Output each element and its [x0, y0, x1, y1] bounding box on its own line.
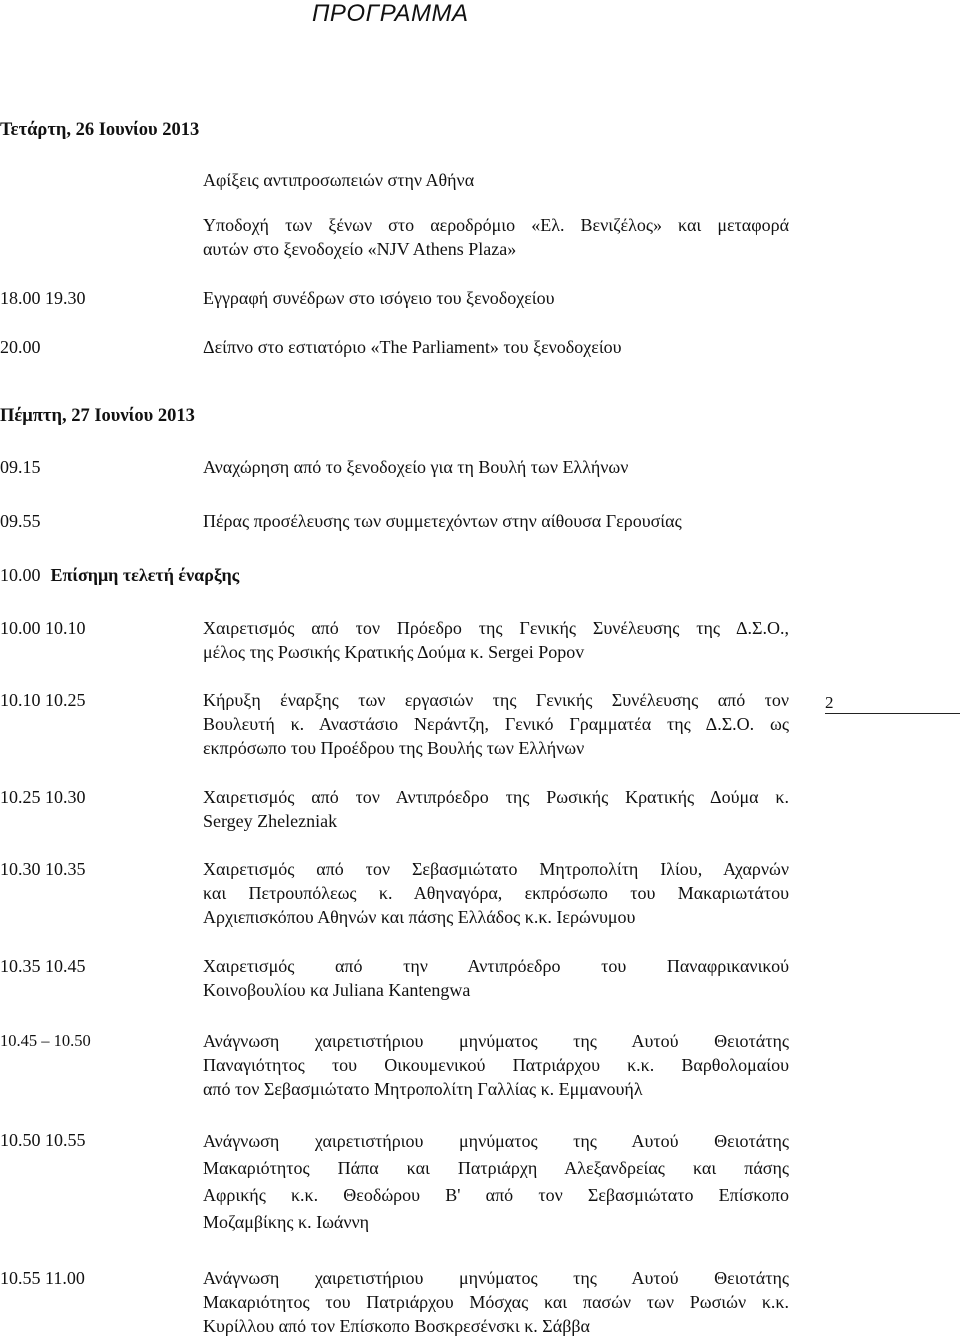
entry-description	[203, 168, 789, 192]
entry-line: Κοινοβουλίου κα Juliana Kantengwa	[203, 980, 471, 1000]
entry-time: 10.00 10.10	[0, 618, 86, 638]
entry-line: Ανάγνωση χαιρετιστήριου μηνύματος της Αυτού Θειοτάτης	[203, 1131, 789, 1151]
entry-line: Χαιρετισμός από την Αντιπρόεδρο του Παναφρικανικού	[203, 956, 789, 976]
schedule-entry	[0, 563, 800, 587]
entry-line: αυτών στο ξενοδοχείο «NJV Athens Plaza»	[203, 239, 517, 259]
entry-description	[203, 455, 789, 479]
entry-line: Βουλευτή κ. Αναστάσιο Νεράντζη, Γενικό Γραμματέα της Δ.Σ.Ο. ως	[203, 714, 789, 734]
entry-time: 10.30 10.35	[0, 859, 86, 879]
entry-time: 10.35 10.45	[0, 956, 86, 976]
entry-line: Υποδοχή των ξένων στο αεροδρόμιο «Ελ. Βενιζέλος» και μεταφορά	[203, 215, 789, 235]
entry-description	[203, 1029, 789, 1101]
entry-line: Κυρίλλου από τον Επίσκοπο Βοσκρεσένσκι κ. Σάββα	[203, 1316, 590, 1336]
entry-line: Αρχιεπισκόπου Αθηνών και πάσης Ελλάδος κ.κ. Ιερώνυμου	[203, 907, 636, 927]
page-number: 2	[825, 693, 834, 712]
entry-line: Πέρας προσέλευσης των συμμετεχόντων στην αίθουσα Γερουσίας	[203, 511, 682, 531]
entry-line: Sergey Zhelezniak	[203, 811, 338, 831]
entry-description	[203, 688, 789, 760]
entry-description	[203, 1128, 789, 1236]
entry-time: 09.55	[0, 511, 41, 531]
entry-description	[203, 213, 789, 261]
entry-description	[203, 616, 789, 664]
entry-line: Χαιρετισμός από τον Σεβασμιώτατο Μητροπολίτη Ιλίου, Αχαρνών	[203, 859, 789, 879]
entry-line: μέλος της Ρωσικής Κρατικής Δούμα κ. Sergei Popov	[203, 642, 585, 662]
entry-time: 10.25 10.30	[0, 787, 86, 807]
entry-description	[203, 286, 789, 310]
entry-line: Χαιρετισμός από τον Πρόεδρο της Γενικής Συνέλευσης της Δ.Σ.Ο.,	[203, 618, 789, 638]
entry-line: από τον Σεβασμιώτατο Μητροπολίτη Γαλλίας κ. Εμμανουήλ	[203, 1079, 643, 1099]
entry-line: Αφρικής κ.κ. Θεοδώρου Β' από τον Σεβασμιώτατο Επίσκοπο	[203, 1185, 789, 1205]
entry-time: 10.45 – 10.50	[0, 1031, 91, 1050]
entry-line: Αναχώρηση από το ξενοδοχείο για τη Βουλή των Ελλήνων	[203, 457, 629, 477]
entry-line: Ανάγνωση χαιρετιστήριου μηνύματος της Αυτού Θειοτάτης	[203, 1031, 789, 1051]
entry-time: 10.50 10.55	[0, 1130, 86, 1150]
entry-line: Αφίξεις αντιπροσωπειών στην Αθήνα	[203, 170, 475, 190]
page-title: ΠΡΟΓΡΑΜΜΑ	[312, 0, 469, 27]
entry-line: Ανάγνωση χαιρετιστήριου μηνύματος της Αυτού Θειοτάτης	[203, 1268, 789, 1288]
entry-description	[203, 509, 789, 533]
entry-time: 20.00	[0, 337, 41, 357]
entry-line: και Πετρουπόλεως κ. Αθηναγόρα, εκπρόσωπο του Μακαριωτάτου	[203, 883, 789, 903]
entry-time: 10.10 10.25	[0, 690, 86, 710]
entry-line: Παναγιότητος του Οικουμενικού Πατριάρχου κ.κ. Βαρθολομαίου	[203, 1055, 789, 1075]
entry-line: Μακαριότητος του Πατριάρχου Μόσχας και πασών των Ρωσιών κ.κ.	[203, 1292, 789, 1312]
entry-description	[203, 1266, 789, 1338]
entry-line: Εγγραφή συνέδρων στο ισόγειο του ξενοδοχείου	[203, 288, 555, 308]
entry-time: 10.00	[0, 565, 41, 585]
entry-line: Δείπνο στο εστιατόριο «The Parliament» του ξενοδοχείου	[203, 337, 622, 357]
entry-bold-title: Επίσημη τελετή έναρξης	[50, 565, 240, 585]
day-heading: Πέμπτη, 27 Ιουνίου 2013	[0, 406, 195, 426]
page-number-rule	[825, 713, 960, 714]
entry-line: Κήρυξη έναρξης των εργασιών της Γενικής Συνέλευσης από τον	[203, 690, 789, 710]
entry-description	[203, 335, 789, 359]
entry-description	[203, 857, 789, 929]
entry-time: 18.00 19.30	[0, 288, 86, 308]
entry-time: 10.55 11.00	[0, 1268, 85, 1288]
entry-description	[203, 785, 789, 833]
entry-line: Μοζαμβίκης κ. Ιωάννη	[203, 1212, 370, 1232]
entry-description	[203, 954, 789, 1002]
entry-line: εκπρόσωπο του Προέδρου της Βουλής των Ελλήνων	[203, 738, 585, 758]
entry-line: Χαιρετισμός από τον Αντιπρόεδρο της Ρωσικής Κρατικής Δούμα κ.	[203, 787, 789, 807]
day-heading: Τετάρτη, 26 Ιουνίου 2013	[0, 120, 200, 140]
entry-time: 09.15	[0, 457, 41, 477]
entry-line: Μακαριότητος Πάπα και Πατριάρχη Αλεξανδρείας και πάσης	[203, 1158, 789, 1178]
